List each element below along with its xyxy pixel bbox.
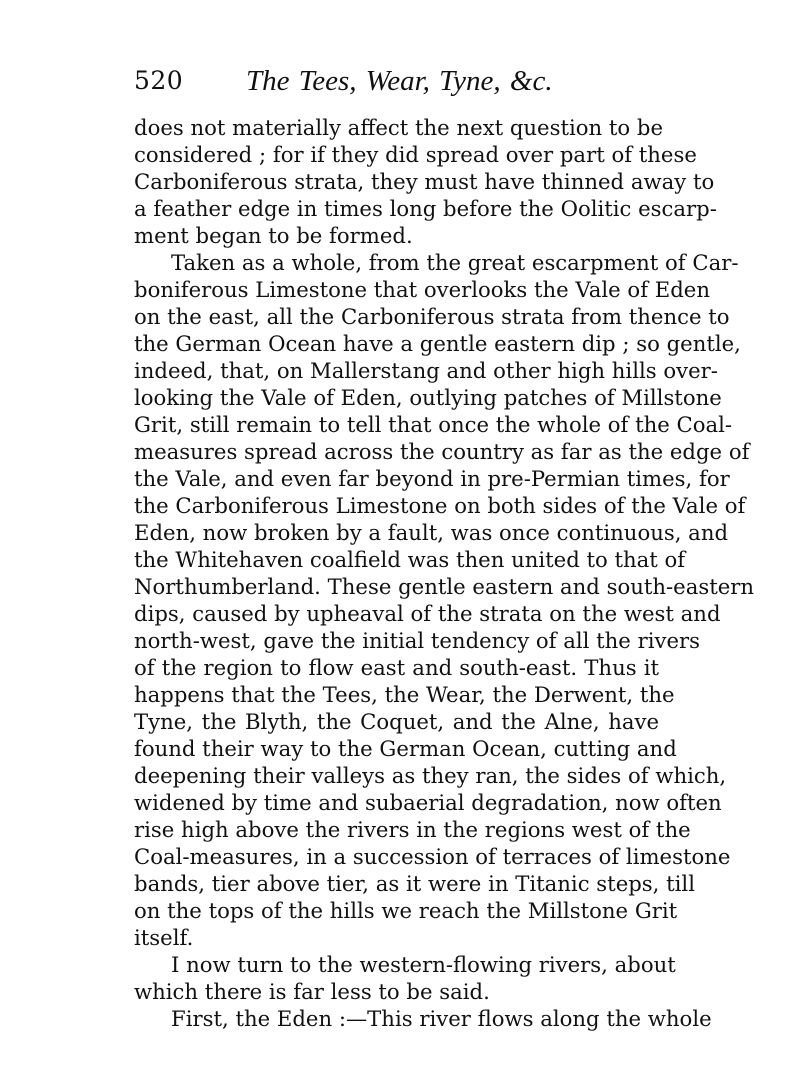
text-line: widened by time and subaerial degradation, now often <box>134 790 722 815</box>
text-line: Taken as a whole, from the great escarpment of Car- <box>171 250 739 275</box>
text-line: Northumberland. These gentle eastern and south-eastern <box>134 574 755 599</box>
text-line: Grit, still remain to tell that once the whole of the Coal- <box>134 412 733 437</box>
text-line: on the tops of the hills we reach the Millstone Grit <box>134 898 678 923</box>
text-line: Carboniferous strata, they must have thinned away to <box>134 169 715 194</box>
text-line: happens that the Tees, the Wear, the Derwent, the <box>134 682 675 707</box>
text-line: measures spread across the country as far as the edge of <box>134 439 750 464</box>
text-line: bands, tier above tier, as it were in Titanic steps, till <box>134 871 695 896</box>
text-line: considered ; for if they did spread over part of these <box>134 142 697 167</box>
text-line: indeed, that, on Mallerstang and other high hills over- <box>134 358 718 383</box>
text-line: the Vale, and even far beyond in pre-Permian times, for <box>134 466 730 491</box>
text-line: rise high above the rivers in the regions west of the <box>134 817 691 842</box>
text-line: the Carboniferous Limestone on both sides of the Vale of <box>134 493 746 518</box>
running-head: The Tees, Wear, Tyne, &c. <box>246 65 553 97</box>
text-line: Coal-measures, in a succession of terraces of limestone <box>134 844 731 869</box>
page-number: 520 <box>134 66 184 95</box>
text-line: boniferous Limestone that overlooks the Vale of Eden <box>134 277 710 302</box>
text-line: a feather edge in times long before the Oolitic escarp- <box>134 196 717 221</box>
text-line: on the east, all the Carboniferous strata from thence to <box>134 304 730 329</box>
text-line: dips, caused by upheaval of the strata on the west and <box>134 601 721 626</box>
text-line: looking the Vale of Eden, outlying patches of Millstone <box>134 385 722 410</box>
text-line: north-west, gave the initial tendency of all the rivers <box>134 628 701 653</box>
text-line: First, the Eden :—This river flows along the whole <box>171 1006 712 1031</box>
text-line: found their way to the German Ocean, cutting and <box>134 736 677 761</box>
text-line: of the region to flow east and south-east. Thus it <box>134 655 659 680</box>
text-line: Tyne, the Blyth, the Coquet, and the Alne, have <box>134 709 659 734</box>
text-line: deepening their valleys as they ran, the sides of which, <box>134 763 727 788</box>
text-line: I now turn to the western-flowing rivers, about <box>171 952 676 977</box>
text-line: itself. <box>134 925 194 950</box>
text-line: the German Ocean have a gentle eastern dip ; so gentle, <box>134 331 741 356</box>
page-header <box>134 66 674 106</box>
text-line: Eden, now broken by a fault, was once continuous, and <box>134 520 729 545</box>
text-line: does not materially affect the next question to be <box>134 115 663 140</box>
text-line: the Whitehaven coalfield was then united to that of <box>134 547 686 572</box>
text-line: ment began to be formed. <box>134 223 413 248</box>
text-line: which there is far less to be said. <box>134 979 490 1004</box>
